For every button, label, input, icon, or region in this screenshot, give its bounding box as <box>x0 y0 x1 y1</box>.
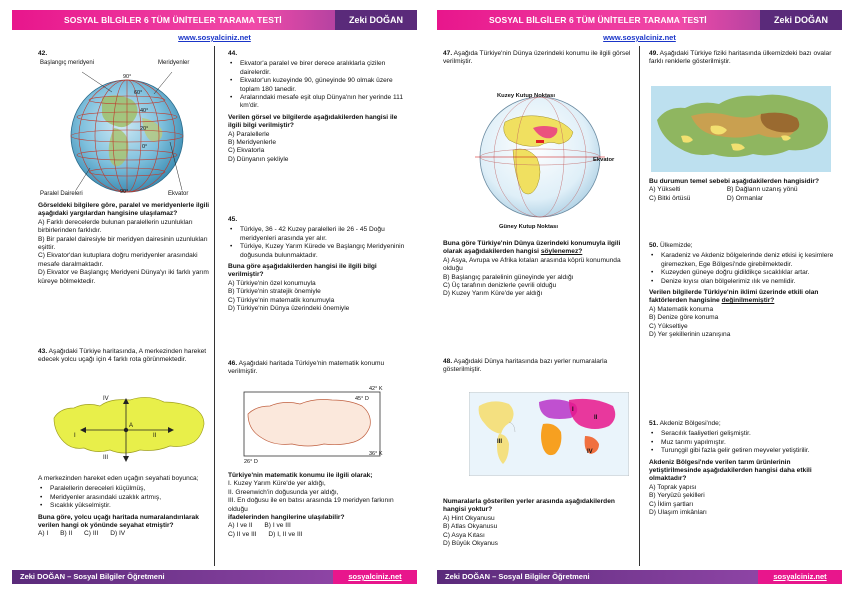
site-link[interactable]: www.sosyalciniz.net <box>603 33 676 42</box>
statement-i: I. Kuzey Yarım Küre'de yer aldığı, <box>228 480 326 488</box>
page-footer <box>437 570 842 584</box>
route-label-iv: IV <box>103 396 109 402</box>
world-map-image <box>469 392 629 476</box>
option-d[interactable]: D) Büyük Okyanus <box>443 540 498 548</box>
question-43 <box>38 348 214 365</box>
fact-item: • Karadeniz ve Akdeniz bölgelerinde deniz etkisi iç kesimlere giremezken, Ege Bölgesi'nde girebilmektedir. <box>649 252 835 269</box>
question-context: A merkezinden hareket eden uçağın seyahati boyunca; <box>38 475 199 482</box>
question-42-body <box>38 202 214 286</box>
deg-top: 90° <box>123 74 132 80</box>
question-intro: Ülkemizde; <box>660 242 693 249</box>
south-pole-label: Güney Kutup Noktası <box>499 224 558 230</box>
option-c[interactable]: C) Bitki örtüsü <box>649 194 691 202</box>
question-number: 43. <box>38 348 48 355</box>
lon-26-label: 26° D <box>244 459 258 465</box>
option-b[interactable]: B) I ve III <box>264 522 291 530</box>
label-baslangic-meridyeni: Başlangıç meridyeni <box>40 60 95 66</box>
fact-list <box>649 252 835 286</box>
question-43-body <box>38 475 214 539</box>
fact-item: • Ekvator'a paralel ve birer derece aralıklarla çizilen dairelerdir. <box>228 60 406 77</box>
question-48-body <box>443 498 635 548</box>
map-label-iii: III <box>497 439 503 445</box>
option-a[interactable]: A) I <box>38 530 49 538</box>
route-label-i: I <box>74 433 76 439</box>
fact-item: • Türkiye, Kuzey Yarım Kürede ve Başlangıç Meridyeninin doğusunda bulunmaktadır. <box>228 243 406 260</box>
option-c[interactable]: C) Ekvator'dan kutuplara doğru meridyenler arasındaki mesafe daralmaktadır. <box>38 252 198 268</box>
deg-20: 20° <box>140 126 149 132</box>
site-link[interactable]: www.sosyalciniz.net <box>178 33 251 42</box>
header-title: SOSYAL BİLGİLER 6 TÜM ÜNİTELER TARAMA TESTİ <box>64 15 282 25</box>
question-number: 42. <box>38 50 48 57</box>
question-stem: Akdeniz Bölgesi'nde verilen tarım ürünlerinin yetiştirilmesinde aşağıdakilerden hangisi daha etkili olmaktadır? <box>649 458 812 483</box>
world-map-figure <box>469 392 629 476</box>
question-number: 46. <box>228 360 238 367</box>
option-b[interactable]: B) Türkiye'nin stratejik önemiyle <box>228 288 321 296</box>
question-stem: Görseldeki bilgilere göre, paralel ve meridyenlerle ilgili aşağıdaki yargılardan hangisine ulaşılamaz? <box>38 202 210 218</box>
option-d[interactable]: D) Ormanlar <box>726 194 764 202</box>
page-header <box>437 10 842 30</box>
question-intro: Aşağıda Türkiye'nin Dünya üzerindeki konumu ile ilgili görsel verilmiştir. <box>443 50 631 66</box>
question-stem: Numaralarla gösterilen yerler arasında aşağıdakilerden hangisi yoktur? <box>443 498 615 514</box>
lat-36-label: 36° K <box>369 451 383 457</box>
route-label-iii: III <box>103 455 109 461</box>
question-stem-emphasis: değinilmemiştir? <box>721 297 775 305</box>
option-a[interactable]: A) Hint Okyanusu <box>443 514 495 522</box>
option-a[interactable]: A) Yükselti <box>649 186 681 194</box>
question-50 <box>649 242 835 339</box>
option-b[interactable]: B) Dağların uzanış yönü <box>726 186 798 194</box>
lon-45-label: 45° D <box>355 396 369 402</box>
option-c[interactable]: C) Asya Kıtası <box>443 531 485 539</box>
options-row-1 <box>228 522 406 530</box>
question-number: 44. <box>228 50 238 57</box>
question-stem-text: Buna göre Türkiye'nin Dünya üzerindeki konumuyla ilgili olarak aşağıdakilerden hangisi <box>443 240 621 256</box>
question-intro: Aşağıdaki Türkiye haritasında, A merkezinden hareket edecek yolcu uçağı için 4 farklı rota görünmektedir. <box>38 348 207 364</box>
question-stem: Verilen görsel ve bilgilerde aşağıdakilerden hangisi ile ilgili bilgi verilmiştir? <box>228 113 398 130</box>
label-ekvator: Ekvator <box>168 191 189 197</box>
option-d[interactable]: D) I, II ve III <box>268 530 303 538</box>
deg-0: 0° <box>142 144 148 150</box>
question-51 <box>649 420 835 517</box>
question-intro: Aşağıdaki Dünya haritasında bazı yerler numaralarla gösterilmiştir. <box>443 358 608 374</box>
option-d[interactable]: D) Yer şekillerinin uzanışına <box>649 331 731 339</box>
turkey-route-map <box>48 388 208 468</box>
option-d[interactable]: D) Kuzey Yarım Küre'de yer aldığı <box>443 290 543 298</box>
question-47-body <box>443 240 635 299</box>
option-b[interactable]: B) Atlas Okyanusu <box>443 523 498 531</box>
fact-item: • Türkiye, 36 - 42 Kuzey paralelleri ile 26 - 45 Doğu meridyenleri arasında yer alır. <box>228 226 406 243</box>
options-row-2 <box>228 531 406 539</box>
turkey-map-image <box>48 388 208 468</box>
question-stem-end: ifadelerinden hangilerine ulaşılabilir? <box>228 514 345 522</box>
option-c[interactable]: C) II ve III <box>228 530 257 538</box>
option-c[interactable]: C) III <box>84 530 99 538</box>
option-c[interactable]: C) Ekvatorla <box>228 147 265 155</box>
map-label-i: I <box>572 407 574 413</box>
fact-item: • Paralellerin dereceleri küçülmüş, <box>38 485 214 493</box>
option-c[interactable]: C) İklim şartları <box>649 500 694 508</box>
option-a[interactable]: A) Paralellerle <box>228 130 270 138</box>
question-number: 45. <box>228 216 238 223</box>
option-a[interactable]: A) Türkiye'nin özel konumuyla <box>228 279 316 287</box>
question-49-body <box>649 178 835 203</box>
fact-item: • Seracılık faaliyetleri gelişmiştir. <box>649 430 835 438</box>
question-intro: Aşağıdaki Türkiye fiziki haritasında ülkemizdeki bazı ovalar farklı renklerle gösterilmiştir. <box>649 50 832 66</box>
footer-author: Zeki DOĞAN – Sosyal Bilgiler Öğretmeni <box>20 572 165 581</box>
page-header <box>12 10 417 30</box>
option-b[interactable]: B) Meridyenlerle <box>228 139 277 147</box>
lat-42-label: 42° K <box>369 386 383 392</box>
footer-author: Zeki DOĞAN – Sosyal Bilgiler Öğretmeni <box>445 572 590 581</box>
option-c[interactable]: C) Üç tarafının denizlerle çevrili olduğu <box>443 282 557 290</box>
question-47 <box>443 50 633 67</box>
center-label-a: A <box>129 423 134 429</box>
option-d[interactable]: D) Ekvator ve Başlangıç Meridyeni Dünya'yı iki farklı yarım küreye bölmektedir. <box>38 269 209 285</box>
question-stem: Buna göre, yolcu uçağı haritada numaralandırılarak verilen hangi ok yönünde seyahat etmiştir? <box>38 513 199 530</box>
label-paralel-daireleri: Paralel Daireleri <box>40 191 83 197</box>
worksheet-page-right <box>437 10 842 588</box>
option-a[interactable]: A) Asya, Avrupa ve Afrika kıtaları arasında köprü konumunda olduğu <box>443 256 621 273</box>
question-stem: Bu durumun temel sebebi aşağıdakilerden hangisidir? <box>649 178 820 185</box>
fact-list <box>649 430 835 455</box>
fact-item: • Sıcaklık yükselmiştir. <box>38 502 214 510</box>
option-d[interactable]: D) Türkiye'nin Dünya üzerindeki önemiyle <box>228 305 350 313</box>
option-c[interactable]: C) Yükseltiye <box>649 322 688 330</box>
question-stem-text: Verilen bilgilerde Türkiye'nin iklimi üzerinde etkili olan faktörlerden hangisine <box>649 289 819 305</box>
option-a[interactable]: A) Matematik konuma <box>649 305 714 313</box>
header-author: Zeki DOĞAN <box>760 10 842 30</box>
footer-link[interactable]: sosyalciniz.net <box>333 570 417 584</box>
question-intro: Aşağıdaki haritada Türkiye'nin matematik konumu verilmiştir. <box>228 360 385 376</box>
fact-list <box>38 485 214 510</box>
worksheet-page-left <box>12 10 417 588</box>
question-stem <box>443 240 635 257</box>
option-c[interactable]: C) Türkiye'nin matematik konumuyla <box>228 296 335 304</box>
header-title: SOSYAL BİLGİLER 6 TÜM ÜNİTELER TARAMA TESTİ <box>489 15 707 25</box>
question-49 <box>649 50 835 67</box>
page-footer <box>12 570 417 584</box>
question-stem: Türkiye'nin matematik konumu ile ilgili olarak; <box>228 472 373 479</box>
footer-link[interactable]: sosyalciniz.net <box>758 570 842 584</box>
question-48 <box>443 358 635 375</box>
question-46 <box>228 360 406 377</box>
option-a[interactable]: A) Farklı derecelerde bulunan paralellerin uzunlukları birbirlerinden farklıdır. <box>38 218 193 235</box>
turkey-physical-map <box>651 86 831 172</box>
question-number: 49. <box>649 50 659 57</box>
statement-ii: II. Greenwich'in doğusunda yer aldığı, <box>228 488 339 496</box>
options-row-2 <box>649 195 835 203</box>
option-a[interactable]: A) I ve II <box>228 522 253 530</box>
question-number: 48. <box>443 358 453 365</box>
question-stem <box>649 289 835 306</box>
fact-item: • Denize kıyısı olan bölgelerimiz ılık ve nemlidir. <box>649 278 835 286</box>
option-d[interactable]: D) Dünyanın şekliyle <box>228 155 289 163</box>
fact-list <box>228 226 406 260</box>
fact-list <box>228 60 406 110</box>
question-number: 50. <box>649 242 659 249</box>
question-stem: Buna göre aşağıdakilerden hangisi ile ilgili bilgi verilmiştir? <box>228 263 377 279</box>
question-intro: Akdeniz Bölgesi'nde; <box>659 420 721 427</box>
question-44 <box>228 50 406 164</box>
deg-bottom: 90° <box>120 189 129 195</box>
fact-item: • Meridyenler arasındaki uzaklık artmış, <box>38 494 214 502</box>
map-label-iv: IV <box>587 449 593 455</box>
globe-image <box>475 92 605 222</box>
fact-item: • Muz tarımı yapılmıştır. <box>649 439 835 447</box>
label-meridyenler: Meridyenler <box>158 60 190 66</box>
option-d[interactable]: D) IV <box>110 530 126 538</box>
deg-40: 40° <box>140 108 149 114</box>
deg-60: 60° <box>134 90 143 96</box>
turkey-physical-image <box>651 86 831 172</box>
option-b[interactable]: B) Bir paralel dairesiyle bir meridyen dairesinin uzunlukları eşittir. <box>38 235 208 252</box>
option-d[interactable]: D) Ulaşım imkânları <box>649 509 707 517</box>
fact-item: • Ekvator'un kuzeyinde 90, güneyinde 90 olmak üzere toplam 180 tanedir. <box>228 77 406 94</box>
equator-label: Ekvator <box>593 157 615 163</box>
option-b[interactable]: B) Yeryüzü şekilleri <box>649 492 705 500</box>
fact-item: • Kuzeyden güneye doğru gidildikçe sıcaklıklar artar. <box>649 269 835 277</box>
question-number: 47. <box>443 50 453 57</box>
header-author: Zeki DOĞAN <box>335 10 417 30</box>
option-a[interactable]: A) Toprak yapısı <box>649 483 697 491</box>
fact-item: • Aralarındaki mesafe eşit olup Dünya'nın her yerinde 111 km'dir. <box>228 94 406 111</box>
option-b[interactable]: B) Başlangıç paralelinin güneyinde yer aldığı <box>443 273 574 281</box>
column-divider <box>214 46 215 566</box>
option-b[interactable]: B) Denize göre konuma <box>649 314 719 322</box>
options-row-1 <box>649 186 835 194</box>
fact-item: • Turunçgil gibi fazla gelir getiren meyveler yetiştirilir. <box>649 447 835 455</box>
question-number: 51. <box>649 420 659 427</box>
question-stem-emphasis: söylenemez? <box>540 248 583 256</box>
question-46-body <box>228 472 406 539</box>
inline-options <box>38 530 214 538</box>
statement-iii: III. En doğusu ile en batısı arasında 19 meridyen farkının olduğu <box>228 497 394 513</box>
north-pole-label: Kuzey Kutup Noktası <box>497 93 555 99</box>
route-label-ii: II <box>153 433 157 439</box>
question-45 <box>228 216 406 313</box>
map-label-ii: II <box>594 415 598 421</box>
world-globe-figure <box>475 92 605 222</box>
column-divider <box>639 46 640 566</box>
option-b[interactable]: B) II <box>60 530 73 538</box>
